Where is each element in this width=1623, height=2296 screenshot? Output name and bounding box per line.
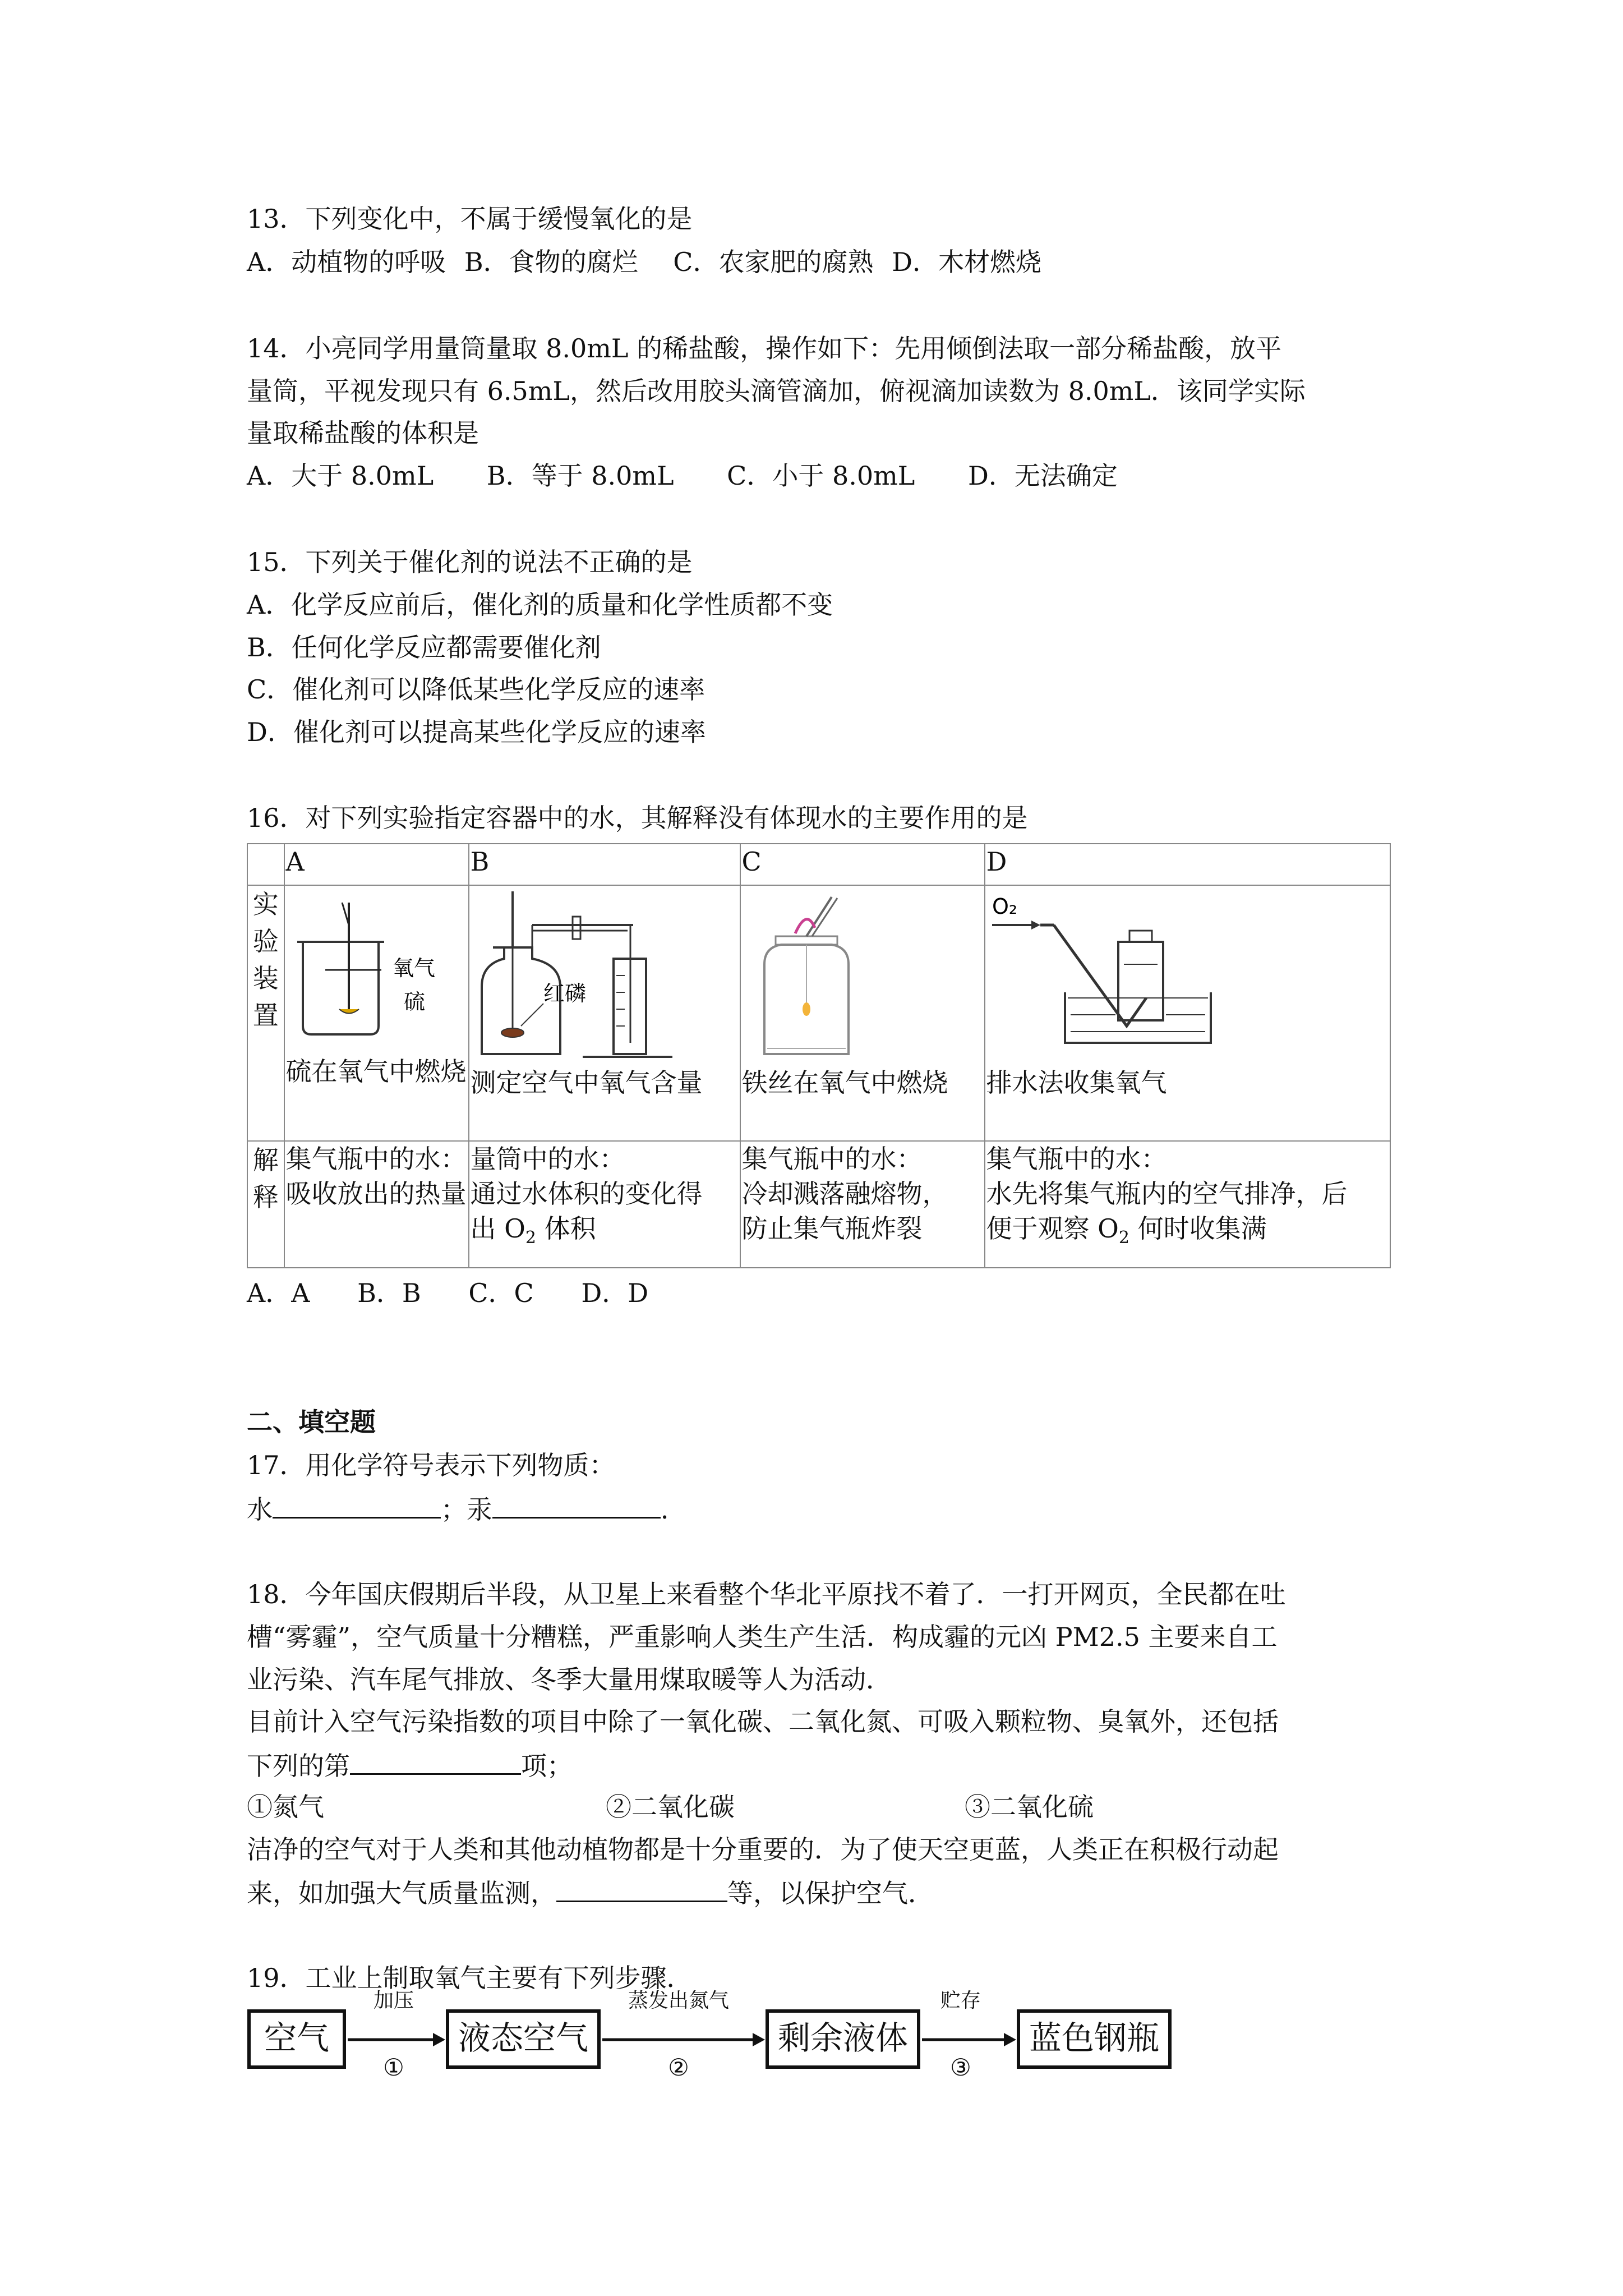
q16-option-b: B．B [357,1278,421,1308]
q16-header-d: D [985,844,1391,885]
q14-line2: 量筒，平视发现只有 6.5mL，然后改用胶头滴管滴加，俯视滴加读数为 8.0mL．该同学实际 [247,376,1306,406]
q16-option-d: D．D [581,1278,649,1308]
q14-option-a: A．大于 8.0mL [247,461,434,491]
text-part: 体积 [544,1213,596,1244]
q16-cell-d [985,885,1391,1141]
o2-subscript: 2 [1118,1228,1129,1248]
q18-line8-pre: 来，如加强大气质量监测， [247,1878,556,1908]
q17-blank-water[interactable] [273,1491,441,1519]
q18-blank-measure[interactable] [556,1875,727,1902]
q16-explain-b-line [471,1211,739,1255]
q18-choice-1: ①氮气 [247,1792,324,1822]
oxygen-content-diagram [471,886,739,1065]
q16-caption-c: 铁丝在氧气中燃烧 [741,1068,948,1098]
q13-option-c: C．农家肥的腐熟 [673,247,874,277]
q16-header-a: A [284,844,469,885]
q16-explain-c-line: 防止集气瓶炸裂 [741,1213,923,1244]
q18-blank-item[interactable] [350,1747,521,1775]
q16-label-char: 实 [252,889,279,919]
q16-cell-a [284,885,469,1141]
q18-line7: 洁净的空气对于人类和其他动植物都是十分重要的．为了使天空更蓝，人类正在积极行动起 [247,1834,1279,1865]
q16-explain-d [985,1141,1391,1268]
q15-option-d: D．催化剂可以提高某些化学反应的速率 [247,717,706,747]
q16-corner-cell [247,844,284,885]
q17-end: ． [661,1494,686,1525]
q18-line4: 目前计入空气污染指数的项目中除了一氧化碳、二氧化氮、可吸入颗粒物、臭氧外，还包括 [247,1706,1279,1737]
q16-header-b: B [469,844,740,885]
flow-box-blue-cylinder-label: 蓝色钢瓶 [1029,2019,1160,2057]
flow-arrow-label-1: 加压 [373,1989,414,2012]
q16-explain-d-line [986,1211,1389,1255]
q14-line3: 量取稀盐酸的体积是 [247,418,479,448]
q19-stem: 19．工业上制取氧气主要有下列步骤． [247,1963,693,1993]
o2-symbol: O [1098,1213,1119,1244]
q16-header-c: C [740,844,985,885]
o2-subscript: 2 [525,1228,536,1248]
q17-answer-line [247,1491,686,1526]
q16-explain-b-line: 通过水体积的变化得 [470,1179,703,1209]
q16-explain-a: 集气瓶中的水：吸收放出的热量 [284,1141,469,1268]
q16-explain-b-line: 量筒中的水： [470,1144,625,1174]
label-red-phosphorus: 红磷 [543,981,586,1006]
flow-step-2: ② [668,2054,689,2081]
q15-option-c: C．催化剂可以降低某些化学反应的速率 [247,674,706,705]
q17-stem: 17．用化学符号表示下列物质： [247,1450,615,1480]
q15-stem: 15．下列关于催化剂的说法不正确的是 [247,547,693,577]
q16-apparatus-label [247,885,284,1141]
q17-blank-mercury[interactable] [492,1491,661,1519]
text-part: 何时收集满 [1137,1213,1267,1244]
q18-line3: 业污染、汽车尾气排放、冬季大量用煤取暖等人为活动． [247,1664,892,1695]
flow-step-1: ① [383,2054,404,2081]
q18-line1: 18．今年国庆假期后半段，从卫星上来看整个华北平原找不着了．一打开网页，全民都在吐 [247,1579,1286,1609]
q16-caption-a: 硫在氧气中燃烧 [285,1056,467,1087]
q16-label-char: 验 [252,926,279,956]
q16-option-c: C．C [468,1278,534,1308]
q18-line5-pre: 下列的第 [247,1751,350,1781]
q16-options [247,1276,648,1310]
q16-label-char: 释 [252,1182,279,1212]
q16-table [247,843,1391,1268]
q18-choice-3: ③二氧化硫 [965,1792,1094,1822]
q14-option-d: D．无法确定 [967,461,1118,491]
q14-line1: 14．小亮同学用量筒量取 8.0mL 的稀盐酸，操作如下：先用倾倒法取一部分稀盐酸，放平 [247,333,1282,364]
arrowhead-icon [433,2033,445,2046]
q16-stem: 16．对下列实验指定容器中的水，其解释没有体现水的主要作用的是 [247,803,1028,833]
water-displacement-diagram [986,886,1388,1065]
o2-formula [504,1213,536,1248]
label-o2-inlet: O₂ [992,894,1017,919]
text-part: 出 [470,1213,496,1244]
q16-explain-d-line: 水先将集气瓶内的空气排净，后 [986,1179,1348,1209]
q16-option-a: A．A [247,1278,310,1308]
flow-box-remaining-liquid-label: 剩余液体 [777,2019,909,2057]
q18-line2: 槽“雾霾”，空气质量十分糟糕，严重影响人类生产生活．构成霾的元凶 PM2.5 主要来自工 [247,1622,1278,1652]
q13-stem: 13．下列变化中，不属于缓慢氧化的是 [247,204,693,234]
flow-step-3: ③ [950,2054,971,2081]
q16-explain-c-line: 集气瓶中的水： [741,1144,923,1174]
q14-option-c: C．小于 8.0mL [727,461,915,491]
text-part: 便于观察 [986,1213,1090,1244]
iron-wire-burning-diagram [742,886,983,1065]
o2-symbol: O [504,1213,525,1244]
flow-arrow-label-2: 蒸发出氮气 [628,1989,730,2012]
sulfur-burning-diagram [286,886,465,1054]
q13-option-d: D．木材燃烧 [892,247,1042,277]
q16-explain-label [247,1141,284,1268]
label-oxygen: 氧气 [392,956,435,981]
q14-options [247,459,1118,493]
label-sulfur: 硫 [403,990,425,1014]
q16-caption-d: 排水法收集氧气 [986,1068,1167,1098]
flow-arrow-label-3: 贮存 [940,1989,981,2012]
q18-line8 [247,1875,934,1910]
q18-line5 [247,1747,573,1783]
q16-label-char: 解 [252,1145,279,1175]
q16-caption-b: 测定空气中氧气含量 [470,1068,703,1098]
flow-box-air-label: 空气 [264,2019,330,2057]
q16-header-row [247,844,1390,885]
q13-option-b: B．食物的腐烂 [464,247,638,277]
q16-explain-row [247,1141,1390,1268]
q14-option-b: B．等于 8.0mL [486,461,674,491]
q18-choices [247,1790,1094,1824]
flow-box-liquid-air-label: 液态空气 [458,2019,589,2057]
q16-label-char: 装 [252,963,279,993]
arrowhead-icon [753,2033,765,2046]
q15-option-a: A．化学反应前后，催化剂的质量和化学性质都不变 [247,590,833,620]
q17-item-mercury: 汞 [467,1494,492,1525]
q18-choice-2: ②二氧化碳 [606,1792,735,1822]
o2-formula [1098,1213,1129,1248]
q18-line8-post: 等，以保护空气． [727,1878,934,1908]
arrowhead-icon [1031,921,1040,930]
q19-flow-diagram [247,1986,1178,2092]
q16-apparatus-row [247,885,1390,1141]
q16-explain-c [740,1141,985,1268]
q16-label-char: 置 [252,1000,279,1030]
q13-option-a: A．动植物的呼吸 [247,247,446,277]
q16-explain-d-line: 集气瓶中的水： [986,1144,1167,1174]
section-title: 二、填空题 [247,1407,376,1437]
arrowhead-icon [1004,2033,1016,2046]
q13-options [247,245,1041,279]
q17-item-water: 水 [247,1494,273,1525]
q16-cell-c [740,885,985,1141]
q18-line5-post: 项； [521,1751,573,1781]
q16-explain-c-line: 冷却溅落融熔物， [741,1179,948,1209]
q16-cell-b [469,885,740,1141]
q15-option-b: B．任何化学反应都需要催化剂 [247,632,601,662]
q16-explain-b [469,1141,740,1268]
q17-separator: ； [441,1494,467,1525]
